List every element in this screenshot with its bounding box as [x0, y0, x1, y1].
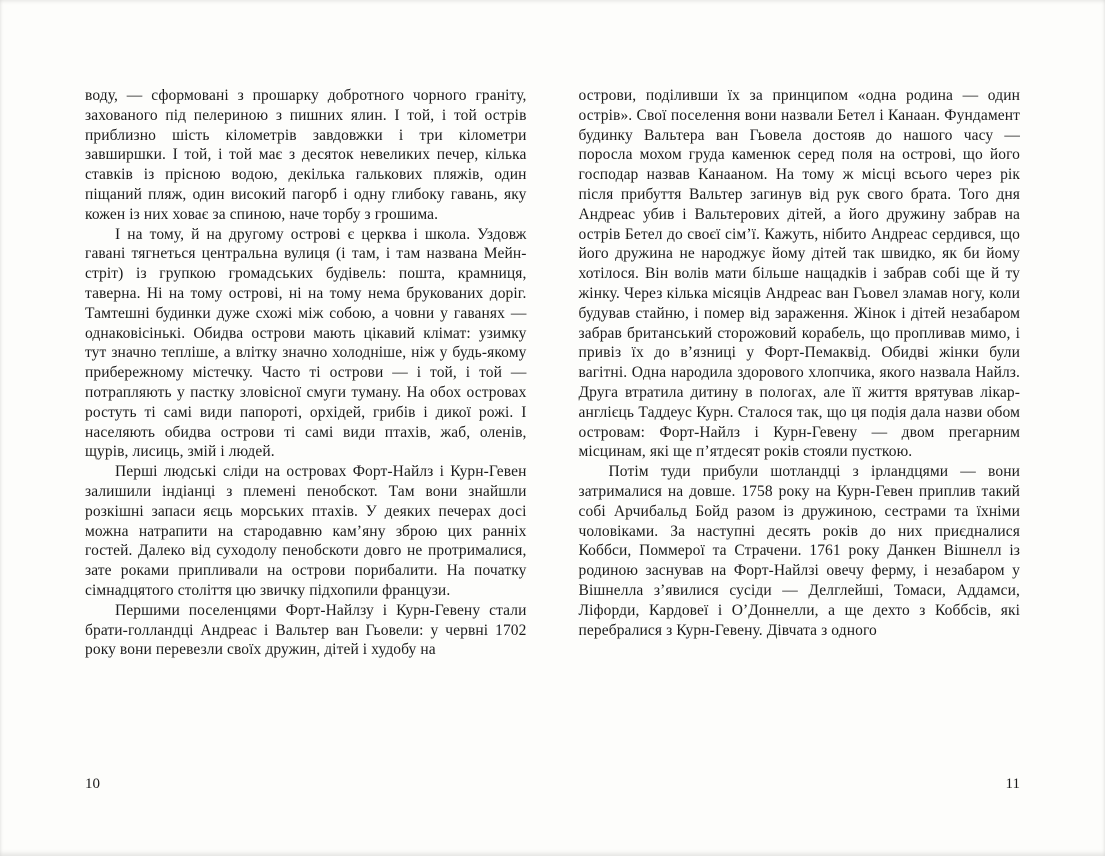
page-number-left: 10 [85, 776, 100, 792]
page-number-right: 11 [1005, 776, 1020, 792]
page-left [85, 86, 527, 856]
paragraph: острови, поділивши їх за принципом «одна родина — один острів». Свої поселення вони назвали Бетел і Канаан. Фундамент будинку Вальтера ван Гьовела достояв до нашого часу — поросла мохом груда каменюк серед поля на острові, що його господар назвав Канааном. На тому ж місці всього через рік після прибуття Вальтер загинув від рук свого брата. Того дня Андреас убив і Вальтерових дітей, а його дружину забрав на острів Бетел до своєї сім’ї. Кажуть, нібито Андреас сердився, що його дружина не народжує йому дітей так швидко, як би йому хотілося. Він волів мати більше нащадків і забрав собі ще й ту жінку. Через кілька місяців Андреас ван Гьовел зламав ногу, коли будував стайню, і помер від зараження. Жінок і дітей незабаром забрав британський сторожовий корабель, що пропливав мимо, і привіз їх до в’язниці у Форт-Пемаквід. Обидві жінки були вагітні. Одна народила здорового хлопчика, якого назвала Найлз. Друга втратила дитину в пологах, але її життя врятував лікар-англієць Таддеус Курн. Сталося так, що ця подія дала назви обом островам: Форт-Найлз і Курн-Гевену — двом прегарним місцинам, які ще п’ятдесят років стояли пусткою. [578, 87, 1020, 461]
paragraph: І на тому, й на другому острові є церква і школа. Уздовж гавані тягнеться центральна вулиця (і там, і там названа Мейн-стріт) із групкою громадських будівель: пошта, крамниця, таверна. Ні на тому острові, ні на тому нема брукованих доріг. Тамтешні будинки дуже схожі між собою, а човни у гаванях — однаковісінькі. Обидва острови мають цікавий клімат: узимку тут значно тепліше, а влітку значно холодніше, ніж у будь-якому прибережному містечку. Часто ті острови — і той, і той — потрапляють у пастку зловісної смуги туману. На обох островах ростуть ті самі види папороті, орхідей, грибів і дикої рожі. І населяють обидва острови ті самі види птахів, жаб, оленів, щурів, лисиць, змій і людей. [85, 225, 527, 461]
paragraph: Потім туди прибули шотландці з ірландцями — вони затрималися на довше. 1758 року на Курн-Гевен приплив такий собі Арчибальд Бойд разом із дружиною, сестрами та їхніми чоловіками. За наступні десять років до них приєдналися Коббси, Поммерої та Страчени. 1761 року Данкен Вішнелл із родиною заснував на Форт-Найлзі овечу ферму, і незабаром у Вішнелла з’явилися сусіди — Делглейші, Томаси, Аддамси, Ліфорди, Кардовеї і О’Доннелли, а ще дехто з Коббсів, які перебралися з Курн-Гевену. Дівчата з одного [578, 463, 1020, 639]
page-left-text [85, 86, 527, 660]
page-right-text [579, 86, 1021, 640]
paragraph: воду, — сформовані з прошарку добротного чорного граніту, захованого під пелериною з пишних ялин. І той, і той острів приблизно шість кілометрів завдовжки і три кілометри завширшки. І той, і той має з десяток невеликих печер, кілька ставків із прісною водою, декілька галькових пляжів, один піщаний пляж, один високий пагорб і одну глибоку гавань, яку кожен із них ховає за спиною, наче торбу з грошима. [85, 87, 527, 223]
paragraph: Перші людські сліди на островах Форт-Найлз і Курн-Гевен залишили індіанці з племені пенобскот. Там вони знайшли розкішні запаси яєць морських птахів. У деяких печерах досі можна натрапити на стародавню кам’яну зброю цих ранніх гостей. Далеко від суходолу пенобскоти довго не протрималися, зате роками припливали на острови порибалити. На початку сімнадцятого століття цю звичку підхопили французи. [85, 463, 527, 599]
page-right [579, 86, 1021, 856]
paragraph: Першими поселенцями Форт-Найлзу і Курн-Гевену стали брати-голландці Андреас і Вальтер ван Гьовели: у червні 1702 року вони перевезли своїх дружин, дітей і худобу на [85, 601, 527, 659]
